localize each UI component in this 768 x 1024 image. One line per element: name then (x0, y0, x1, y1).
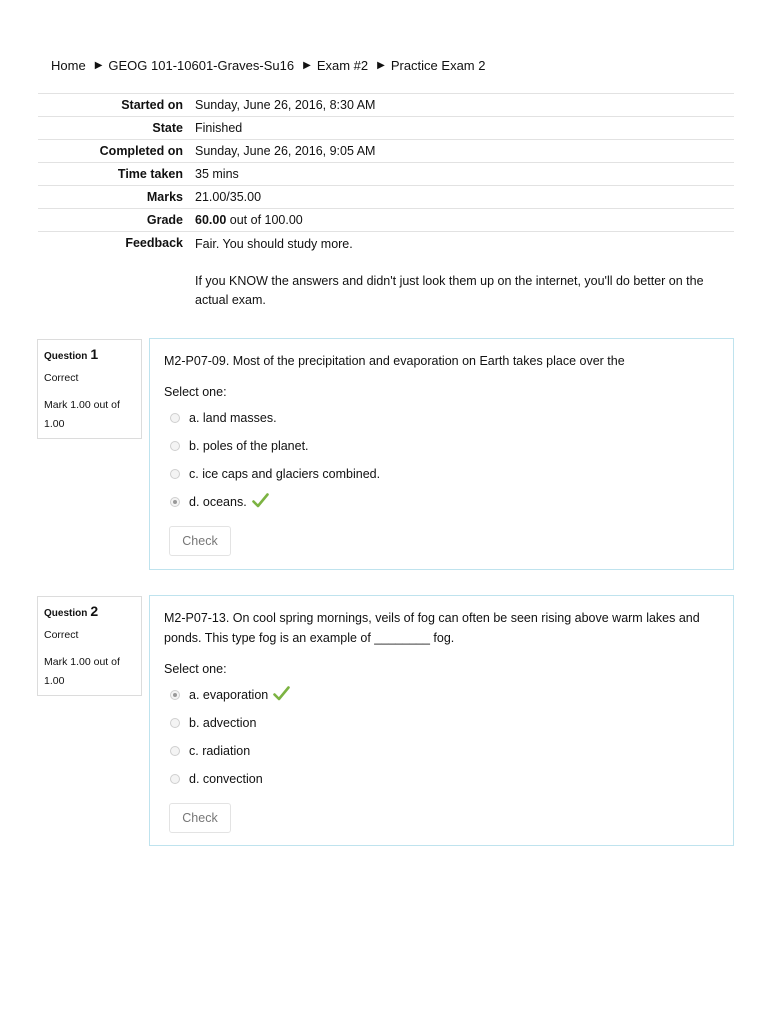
summary-row-feedback (38, 232, 734, 311)
answer-option[interactable] (170, 681, 733, 709)
summary-label: Marks (38, 186, 195, 209)
option-label: b. advection (189, 716, 257, 730)
summary-value (195, 232, 734, 311)
option-label: a. land masses. (189, 411, 277, 425)
question-text: M2-P07-13. On cool spring mornings, veils of fog can often be seen rising above warm lakes and ponds. This type fog is an example of ________ fog. (164, 611, 700, 645)
question-heading (44, 603, 141, 619)
option-label: a. evaporation (189, 688, 269, 702)
answer-prompt: Select one: (164, 385, 227, 399)
answer-option[interactable] (170, 488, 733, 516)
radio-button[interactable] (170, 497, 180, 507)
question-content (149, 338, 734, 570)
summary-label: State (38, 117, 195, 140)
check-button[interactable]: Check (169, 526, 231, 556)
question-label: Question (44, 608, 88, 619)
question-label: Question (44, 351, 88, 362)
question-info (37, 339, 142, 439)
grade-score: 60.00 (195, 212, 227, 227)
summary-value: Sunday, June 26, 2016, 8:30 AM (195, 94, 734, 117)
radio-button[interactable] (170, 746, 180, 756)
answer-options (164, 404, 733, 516)
question-content (149, 595, 734, 846)
triangle-right-icon: ▶ (94, 60, 103, 71)
summary-row-state (38, 117, 734, 140)
breadcrumb-quiz[interactable]: Practice Exam 2 (390, 58, 486, 73)
summary-value: Finished (195, 117, 734, 140)
answer-option[interactable] (170, 432, 733, 460)
option-label: c. radiation (189, 744, 251, 758)
summary-value: 35 mins (195, 163, 734, 186)
question-text: M2-P07-09. Most of the precipitation and evaporation on Earth takes place over the (164, 354, 625, 368)
question-number: 1 (90, 346, 99, 362)
breadcrumb (51, 58, 485, 73)
answer-options (164, 681, 733, 793)
summary-row-time (38, 163, 734, 186)
summary-row-marks (38, 186, 734, 209)
radio-button[interactable] (170, 774, 180, 784)
breadcrumb-home[interactable]: Home (51, 58, 86, 73)
option-label: d. convection (189, 772, 263, 786)
option-label: c. ice caps and glaciers combined. (189, 467, 381, 481)
question-grade: Mark 1.00 out of 1.00 (44, 399, 120, 430)
question-state: Correct (44, 372, 79, 384)
summary-label: Started on (38, 94, 195, 117)
question-grade: Mark 1.00 out of 1.00 (44, 656, 120, 687)
radio-button[interactable] (170, 690, 180, 700)
summary-row-grade (38, 209, 734, 232)
summary-value (195, 209, 734, 232)
answer-option[interactable] (170, 709, 733, 737)
radio-button[interactable] (170, 441, 180, 451)
summary-row-completed (38, 140, 734, 163)
answer-option[interactable] (170, 404, 733, 432)
answer-option[interactable] (170, 765, 733, 793)
triangle-right-icon: ▶ (303, 60, 311, 71)
option-label: b. poles of the planet. (189, 439, 309, 453)
feedback-text: Fair. You should study more. (195, 237, 353, 251)
summary-label: Time taken (38, 163, 195, 186)
grade-out-of: out of 100.00 (229, 212, 303, 227)
answer-option[interactable] (170, 460, 733, 488)
radio-button[interactable] (170, 413, 180, 423)
summary-value: Sunday, June 26, 2016, 9:05 AM (195, 140, 734, 163)
triangle-right-icon: ▶ (377, 60, 385, 71)
summary-label: Completed on (38, 140, 195, 163)
option-label: d. oceans. (189, 495, 247, 509)
radio-button[interactable] (170, 718, 180, 728)
check-button[interactable]: Check (169, 803, 231, 833)
summary-label: Grade (38, 209, 195, 232)
breadcrumb-course[interactable]: GEOG 101-10601-Graves-Su16 (108, 58, 295, 73)
question-heading (44, 346, 141, 362)
question-state: Correct (44, 629, 79, 641)
summary-row-started (38, 94, 734, 117)
summary-value: 21.00/35.00 (195, 186, 734, 209)
answer-prompt: Select one: (164, 662, 227, 676)
breadcrumb-section[interactable]: Exam #2 (316, 58, 369, 73)
feedback-note: If you KNOW the answers and didn't just look them up on the internet, you'll do better on the actual exam. (195, 273, 704, 308)
checkmark-icon (273, 686, 290, 704)
radio-button[interactable] (170, 469, 180, 479)
summary-label: Feedback (38, 232, 195, 311)
attempt-summary-table (38, 93, 734, 311)
question-number: 2 (90, 603, 99, 619)
answer-option[interactable] (170, 737, 733, 765)
question-info (37, 596, 142, 696)
checkmark-icon (252, 493, 269, 511)
